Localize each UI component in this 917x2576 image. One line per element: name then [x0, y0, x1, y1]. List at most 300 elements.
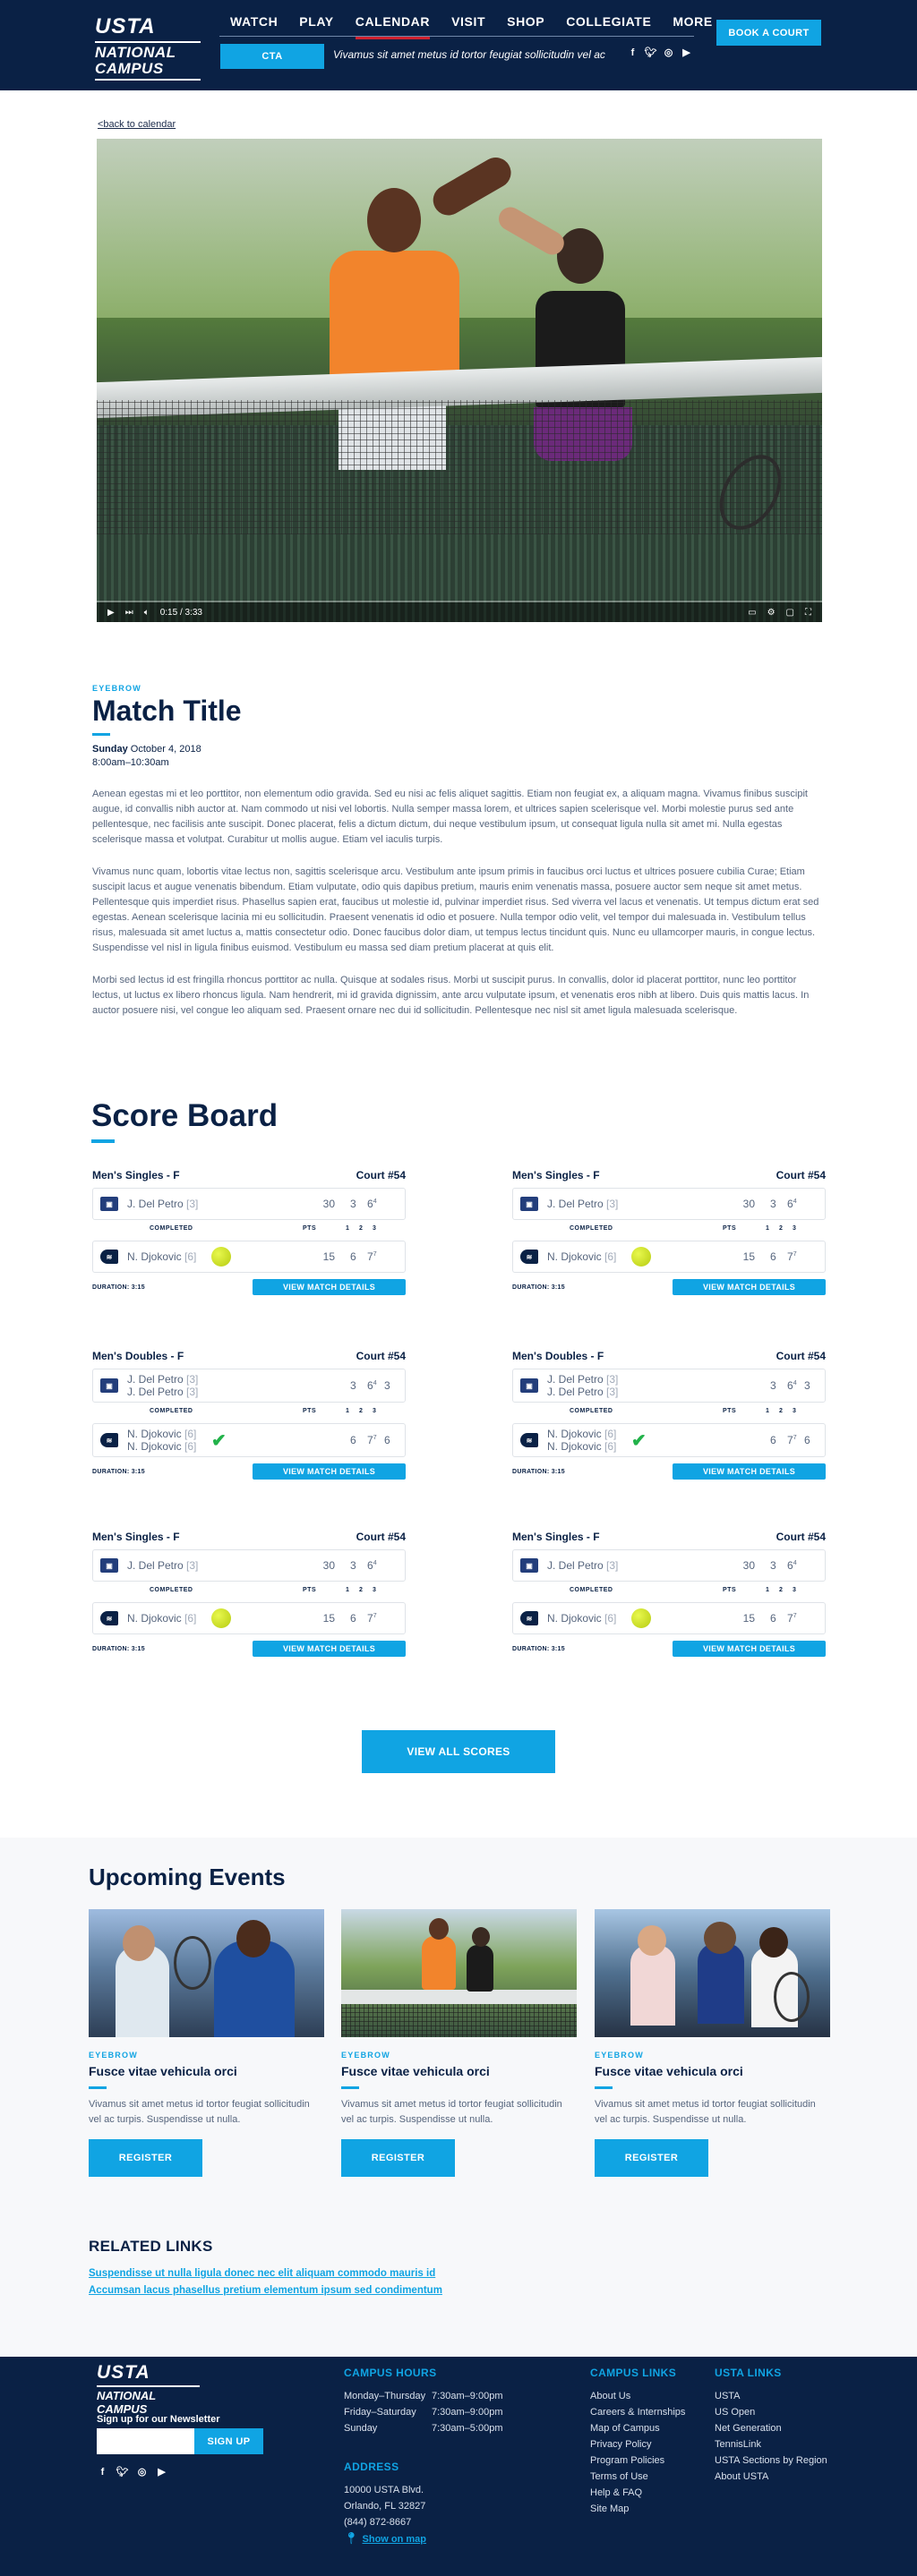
- event-title: Fusce vitae vehicula orci: [341, 2064, 490, 2078]
- logo-usta-text: USTA: [95, 14, 156, 38]
- hours-time: 7:30am–9:00pm: [432, 2407, 503, 2418]
- view-all-scores-button[interactable]: VIEW ALL SCORES: [362, 1730, 555, 1773]
- set-score: [367, 1198, 375, 1210]
- set-score: 3: [770, 1198, 776, 1210]
- match-event: Men's Singles - F: [92, 1169, 180, 1181]
- campus-link[interactable]: Careers & Internships: [590, 2407, 686, 2418]
- event-eyebrow: EYEBROW: [89, 2051, 138, 2060]
- event-eyebrow: EYEBROW: [341, 2051, 390, 2060]
- campus-hours: [344, 2365, 503, 2436]
- score-labels: [512, 1403, 826, 1419]
- set-score: 6: [770, 1434, 776, 1446]
- main-nav: [219, 14, 739, 37]
- player-seed: [6]: [604, 1428, 617, 1440]
- pts-label: PTS: [303, 1586, 317, 1593]
- address-title: ADDRESS: [344, 2461, 399, 2473]
- set-score-main: 6: [367, 1559, 373, 1572]
- campus-address: [344, 2459, 426, 2547]
- team-shield-icon: ▣: [520, 1558, 538, 1573]
- player-points: 30: [742, 1198, 755, 1210]
- set-score: 6: [384, 1434, 390, 1446]
- usta-link[interactable]: Net Generation: [715, 2423, 782, 2434]
- set-score: 6: [350, 1250, 356, 1263]
- tiebreak-score: 4: [793, 1560, 797, 1566]
- score-labels: [92, 1403, 406, 1419]
- usta-links-title: USTA LINKS: [715, 2367, 782, 2379]
- player-points: 15: [742, 1612, 755, 1625]
- team-shoe-icon: ≋: [100, 1250, 118, 1264]
- tiebreak-score: 7: [373, 1435, 377, 1441]
- player-seed: [3]: [606, 1559, 619, 1572]
- score-card-footer: [512, 1641, 826, 1657]
- status-label: COMPLETED: [150, 1224, 193, 1232]
- player-row: [92, 1369, 406, 1403]
- player-seed: [3]: [606, 1198, 619, 1210]
- match-duration: DURATION: 3:15: [512, 1645, 565, 1652]
- set-score-main: 7: [787, 1250, 793, 1263]
- site-footer: [0, 2357, 917, 2576]
- match-duration: DURATION: 3:15: [92, 1645, 145, 1652]
- match-event: Men's Doubles - F: [92, 1350, 184, 1362]
- event-description: Vivamus sit amet metus id tortor feugiat sollicitudin vel ac turpis. Suspendisse ut nulla.: [341, 2099, 562, 2125]
- set-score: [787, 1612, 795, 1625]
- player-names: [547, 1559, 719, 1572]
- logo-campus-text: NATIONAL CAMPUS: [95, 44, 176, 77]
- campus-link[interactable]: Privacy Policy: [590, 2439, 652, 2450]
- campus-link[interactable]: Help & FAQ: [590, 2487, 643, 2498]
- score-card: [512, 1531, 826, 1657]
- facebook-icon[interactable]: f: [630, 47, 635, 58]
- view-match-details-button[interactable]: VIEW MATCH DETAILS: [253, 1641, 406, 1657]
- nav-shop[interactable]: SHOP: [507, 14, 545, 29]
- match-duration: DURATION: 3:15: [512, 1284, 565, 1291]
- set-score: 6: [770, 1612, 776, 1625]
- player-seed: [6]: [604, 1440, 617, 1453]
- set-label: 1: [766, 1586, 770, 1593]
- player-row: [512, 1188, 826, 1220]
- set-score: [384, 1559, 392, 1572]
- set-score: [804, 1612, 812, 1625]
- set-label: 3: [793, 1586, 797, 1593]
- score-card-footer: [512, 1463, 826, 1480]
- view-match-details-button[interactable]: VIEW MATCH DETAILS: [253, 1279, 406, 1295]
- court-number: Court #54: [356, 1531, 406, 1543]
- player-row: [92, 1423, 406, 1457]
- match-duration: DURATION: 3:15: [92, 1284, 145, 1291]
- player-seed: [6]: [184, 1428, 197, 1440]
- set-label: 3: [373, 1407, 377, 1414]
- player-sets: [755, 1612, 818, 1625]
- event-card: [89, 1909, 324, 2177]
- player-name: N. Djokovic: [547, 1428, 602, 1440]
- status-label: COMPLETED: [570, 1586, 613, 1593]
- twitter-icon[interactable]: 🐦︎: [644, 47, 657, 58]
- set-label: 1: [346, 1407, 350, 1414]
- related-link[interactable]: Suspendisse ut nulla ligula donec nec elit aliquam commodo mauris id: [89, 2268, 436, 2279]
- event-card: [595, 1909, 830, 2177]
- team-shoe-icon: ≋: [520, 1433, 538, 1447]
- nav-collegiate[interactable]: COLLEGIATE: [566, 14, 652, 29]
- match-time: 8:00am–10:30am: [92, 757, 169, 768]
- match-event: Men's Singles - F: [512, 1531, 600, 1543]
- related-links-title: RELATED LINKS: [89, 2238, 213, 2255]
- event-eyebrow: EYEBROW: [595, 2051, 644, 2060]
- campus-hours-title: CAMPUS HOURS: [344, 2367, 437, 2379]
- set-score: [384, 1250, 392, 1263]
- tennis-ball-icon: [211, 1247, 231, 1267]
- hours-time: 7:30am–5:00pm: [432, 2423, 503, 2434]
- set-score: [787, 1559, 795, 1572]
- tiebreak-score: 4: [793, 1380, 797, 1386]
- player-name: J. Del Petro: [547, 1559, 604, 1572]
- tennis-ball-icon: [631, 1608, 651, 1628]
- back-to-calendar-link[interactable]: <back to calendar: [98, 119, 176, 130]
- score-labels: [92, 1582, 406, 1598]
- player-seed: [6]: [604, 1612, 617, 1625]
- hours-day: Monday–Thursday: [344, 2391, 426, 2401]
- set-score-main: 7: [787, 1434, 793, 1446]
- address-line: 10000 USTA Blvd.: [344, 2485, 424, 2495]
- set-label: 2: [359, 1586, 364, 1593]
- match-event: Men's Singles - F: [512, 1169, 600, 1181]
- nav-visit[interactable]: VISIT: [451, 14, 486, 29]
- player-seed: [6]: [184, 1440, 197, 1453]
- pts-label: PTS: [723, 1586, 737, 1593]
- usta-national-campus-logo[interactable]: [95, 14, 204, 82]
- player-sets: [335, 1198, 398, 1210]
- match-duration: DURATION: 3:15: [92, 1468, 145, 1475]
- match-date: [92, 743, 827, 756]
- player-names: [127, 1559, 299, 1572]
- set-label: 3: [793, 1224, 797, 1232]
- team-shoe-icon: ≋: [100, 1433, 118, 1447]
- set-score: 6: [350, 1434, 356, 1446]
- pts-label: PTS: [723, 1224, 737, 1232]
- campus-link[interactable]: Terms of Use: [590, 2471, 648, 2482]
- set-score: [367, 1559, 375, 1572]
- newsletter-signup-button[interactable]: SIGN UP: [194, 2428, 263, 2454]
- player-name: N. Djokovic: [547, 1440, 602, 1453]
- player-name: N. Djokovic: [547, 1612, 602, 1625]
- event-image[interactable]: [341, 1909, 577, 2037]
- related-link[interactable]: Accumsan lacus phasellus pretium elementum ipsum sed condimentum: [89, 2285, 442, 2296]
- player-name: J. Del Petro: [547, 1373, 604, 1386]
- player-name: N. Djokovic: [127, 1250, 182, 1263]
- set-score: [787, 1379, 795, 1392]
- match-info: [92, 684, 827, 1019]
- player-name: J. Del Petro: [547, 1386, 604, 1398]
- match-event: Men's Singles - F: [92, 1531, 180, 1543]
- player-names: [127, 1373, 299, 1398]
- set-label: 1: [346, 1586, 350, 1593]
- nav-calendar[interactable]: CALENDAR: [345, 14, 441, 37]
- match-paragraph: Aenean egestas mi et leo porttitor, non elementum odio gravida. Sed eu nisi ac felis aliquet sagittis. Etiam non feugiat ex, a aliquam magna. Vivamus finibus suscipit augue, id convallis nibh auctor at. Nam commodo ut nisi vel lobortis. Nulla semper massa lorem, et ultrices sapien scelerisque vel. Morbi molestie purus sed ante pellentesque, nec facilisis ante suscipit. Donec placerat, felis a dictum dictum, dui neque vestibulum ipsum, ut consequat ligula nulla sit amet mi. Nulla egestas scelerisque massa et volutpat. Curabitur ut mollis augue. Etiam vel iaculis turpis.: [92, 789, 808, 845]
- player-seed: [6]: [604, 1250, 617, 1263]
- set-score: [367, 1379, 375, 1392]
- match-date-value: October 4, 2018: [130, 744, 201, 755]
- player-row: [92, 1602, 406, 1634]
- set-label: 2: [779, 1407, 784, 1414]
- score-card-footer: [92, 1463, 406, 1480]
- player-sets: [755, 1250, 818, 1263]
- register-button[interactable]: REGISTER: [595, 2139, 708, 2177]
- player-sets: [335, 1559, 398, 1572]
- player-points: 15: [742, 1250, 755, 1263]
- play-icon[interactable]: ▶: [107, 607, 115, 618]
- score-card-header: [512, 1169, 826, 1183]
- set-label: 1: [346, 1224, 350, 1232]
- score-card-header: [92, 1350, 406, 1364]
- campus-links-title: CAMPUS LINKS: [590, 2367, 677, 2379]
- court-number: Court #54: [356, 1169, 406, 1181]
- set-score: [804, 1250, 812, 1263]
- score-labels: [512, 1220, 826, 1236]
- tiebreak-score: 7: [793, 1251, 797, 1258]
- set-score: [804, 1198, 812, 1210]
- facebook-icon[interactable]: f: [100, 2466, 105, 2478]
- player-seed: [6]: [184, 1612, 197, 1625]
- score-card-footer: [92, 1279, 406, 1295]
- tiebreak-score: 4: [373, 1198, 377, 1205]
- player-points: 30: [322, 1559, 335, 1572]
- court-number: Court #54: [356, 1350, 406, 1362]
- match-event: Men's Doubles - F: [512, 1350, 604, 1362]
- player-sets: [335, 1612, 398, 1625]
- address-phone[interactable]: (844) 872-8667: [344, 2517, 412, 2528]
- event-image[interactable]: [595, 1909, 830, 2037]
- player-sets: [755, 1198, 818, 1210]
- set-score: [787, 1198, 795, 1210]
- match-day: Sunday: [92, 744, 128, 755]
- set-score: [787, 1434, 795, 1446]
- cta-button[interactable]: CTA: [220, 44, 324, 69]
- player-row: [512, 1423, 826, 1457]
- score-card: [512, 1169, 826, 1295]
- court-number: Court #54: [776, 1531, 826, 1543]
- team-shield-icon: ▣: [100, 1197, 118, 1211]
- player-points: 30: [322, 1198, 335, 1210]
- player-sets: [755, 1559, 818, 1572]
- player-row: [512, 1602, 826, 1634]
- winner-check-icon: ✔: [631, 1430, 647, 1451]
- usta-link[interactable]: USTA Sections by Region: [715, 2455, 827, 2466]
- volume-icon[interactable]: 🔈︎: [143, 607, 150, 618]
- hours-day: Sunday: [344, 2423, 378, 2434]
- nav-divider: [219, 36, 694, 37]
- youtube-icon[interactable]: ▶: [158, 2467, 166, 2478]
- fullscreen-icon[interactable]: ⛶: [805, 607, 811, 618]
- tiebreak-score: 4: [793, 1198, 797, 1205]
- newsletter-email-input[interactable]: [97, 2428, 194, 2454]
- match-duration: DURATION: 3:15: [512, 1468, 565, 1475]
- usta-link[interactable]: US Open: [715, 2407, 756, 2418]
- set-score-main: 7: [367, 1434, 373, 1446]
- score-card: [512, 1350, 826, 1480]
- instagram-icon[interactable]: ◎: [137, 2467, 147, 2478]
- set-score-main: 6: [367, 1379, 373, 1392]
- set-label: 2: [779, 1586, 784, 1593]
- player-sets: [755, 1434, 818, 1446]
- status-label: COMPLETED: [150, 1407, 193, 1414]
- set-score: 6: [804, 1434, 810, 1446]
- footer-socials: [97, 2466, 167, 2478]
- twitter-icon[interactable]: 🐦︎: [116, 2467, 129, 2478]
- site-header: [0, 0, 917, 90]
- event-image[interactable]: [89, 1909, 324, 2037]
- team-shield-icon: ▣: [100, 1558, 118, 1573]
- campus-links: [590, 2365, 698, 2517]
- match-paragraph: Morbi sed lectus id est fringilla rhoncus porttitor ac nulla. Quisque at sodales risus. Morbi ut suscipit purus. In convallis, dolor id placerat porttitor, nunc leo porttitor lectus, ut luctus ex libero rhoncus ligula. Nam hendrerit, mi id gravida dignissim, ante arcu vulputate ipsum, et venenatis eros nibh at libero. Duis quis mattis lacus. In auctor posuere nisi, vel congue leo aliquam sed. Praesent ornare nec dui id sollicitudin. Pellentesque nec nisl sit amet ligula malesuada scelerisque.: [92, 975, 810, 1016]
- set-label: 3: [373, 1224, 377, 1232]
- set-score: [384, 1198, 392, 1210]
- instagram-icon[interactable]: ◎: [664, 47, 673, 58]
- event-title: Fusce vitae vehicula orci: [89, 2064, 237, 2078]
- player-points: 15: [322, 1612, 335, 1625]
- usta-link[interactable]: About USTA: [715, 2471, 769, 2482]
- captions-icon[interactable]: ▭: [748, 607, 757, 618]
- tiebreak-score: 4: [373, 1380, 377, 1386]
- match-video-player[interactable]: [97, 139, 822, 622]
- player-seed: [3]: [606, 1373, 619, 1386]
- event-title: Fusce vitae vehicula orci: [595, 2064, 743, 2078]
- player-name: N. Djokovic: [127, 1440, 182, 1453]
- player-sets: [335, 1250, 398, 1263]
- theater-icon[interactable]: ▢: [785, 607, 794, 618]
- player-name: J. Del Petro: [127, 1198, 184, 1210]
- usta-link[interactable]: USTA: [715, 2391, 741, 2401]
- event-description: Vivamus sit amet metus id tortor feugiat sollicitudin vel ac turpis. Suspendisse ut nulla.: [89, 2099, 310, 2125]
- newsletter-label: Sign up for our Newsletter: [97, 2414, 220, 2425]
- pts-label: PTS: [303, 1407, 317, 1414]
- player-name: J. Del Petro: [127, 1386, 184, 1398]
- youtube-icon[interactable]: ▶: [682, 47, 690, 58]
- player-sets: [755, 1379, 818, 1392]
- player-name: J. Del Petro: [127, 1373, 184, 1386]
- footer-logo[interactable]: [97, 2362, 204, 2416]
- set-score-main: 6: [787, 1559, 793, 1572]
- settings-icon[interactable]: ⚙: [767, 607, 776, 618]
- address-line: Orlando, FL 32827: [344, 2501, 426, 2512]
- court-number: Court #54: [776, 1169, 826, 1181]
- player-points: 15: [322, 1250, 335, 1263]
- team-shield-icon: ▣: [520, 1197, 538, 1211]
- winner-check-icon: ✔: [211, 1430, 227, 1451]
- player-row: [92, 1188, 406, 1220]
- event-card: [341, 1909, 577, 2177]
- status-label: COMPLETED: [570, 1407, 613, 1414]
- pts-label: PTS: [723, 1407, 737, 1414]
- score-card: [92, 1531, 406, 1657]
- hours-day: Friday–Saturday: [344, 2407, 416, 2418]
- footer-logo-usta: USTA: [97, 2362, 150, 2383]
- team-shoe-icon: ≋: [100, 1611, 118, 1625]
- player-seed: [3]: [606, 1386, 619, 1398]
- tiebreak-score: 7: [373, 1251, 377, 1258]
- player-row: [92, 1241, 406, 1273]
- set-score: 6: [350, 1612, 356, 1625]
- usta-link[interactable]: TennisLink: [715, 2439, 761, 2450]
- nav-watch[interactable]: WATCH: [230, 14, 279, 29]
- header-socials: [627, 47, 692, 58]
- status-label: COMPLETED: [570, 1224, 613, 1232]
- set-score: 3: [350, 1559, 356, 1572]
- register-button[interactable]: REGISTER: [89, 2139, 202, 2177]
- match-paragraph: Vivamus nunc quam, lobortis vitae lectus non, sagittis scelerisque arcu. Vestibulum ante ipsum primis in faucibus orci luctus et ultrices posuere cubilia Curae; Etiam suscipit lacus et augue venenatis bibendum. Etiam vulputate, odio quis dapibus pretium, mauris enim venenatis massa, posuere auctor sem neque sit amet metus. Pellentesque quis imperdiet risus. Phasellus sapien erat, faucibus ut molestie id, pulvinar imperdiet risus. Sed viverra vel lacus et venenatis. Ut tempus dictum erat sed egestas. Aenean scelerisque lacinia mi eu sollicitudin. Praesent venenatis id odio et posuere. Nulla tempor odio velit, vel tempor dui malesuada in. Vestibulum tellus risus, malesuada sit amet luctus a, mattis consectetur odio. Donec faucibus dolor diam, ut tempus lectus tincidunt quis. Nunc eu ullamcorper mauris, in congue lectus. Suspendisse vel nisl in ligula finibus euismod. Vestibulum eu massa sed diam pretium placerat at quis elit.: [92, 866, 819, 953]
- tiebreak-score: 7: [373, 1613, 377, 1619]
- set-label: 2: [779, 1224, 784, 1232]
- set-label: 1: [766, 1407, 770, 1414]
- player-names: [547, 1198, 719, 1210]
- set-score: [367, 1250, 375, 1263]
- set-score: [804, 1559, 812, 1572]
- team-shield-icon: ▣: [520, 1378, 538, 1393]
- view-match-details-button[interactable]: VIEW MATCH DETAILS: [253, 1463, 406, 1480]
- campus-link[interactable]: Program Policies: [590, 2455, 665, 2466]
- player-seed: [3]: [186, 1559, 199, 1572]
- campus-link[interactable]: Map of Campus: [590, 2423, 660, 2434]
- set-score: 6: [770, 1250, 776, 1263]
- team-shield-icon: ▣: [100, 1378, 118, 1393]
- set-score-main: 7: [787, 1612, 793, 1625]
- campus-link[interactable]: Site Map: [590, 2503, 630, 2514]
- set-score-main: 6: [367, 1198, 373, 1210]
- set-score: 3: [770, 1379, 776, 1392]
- view-match-details-button[interactable]: VIEW MATCH DETAILS: [673, 1641, 826, 1657]
- player-seed: [3]: [186, 1198, 199, 1210]
- campus-link[interactable]: About Us: [590, 2391, 631, 2401]
- score-labels: [92, 1220, 406, 1236]
- show-on-map-link[interactable]: Show on map: [362, 2534, 427, 2545]
- player-sets: [335, 1434, 398, 1446]
- set-label: 3: [373, 1586, 377, 1593]
- skip-icon[interactable]: ⏭: [124, 607, 133, 618]
- player-name: N. Djokovic: [127, 1428, 182, 1440]
- set-score: [367, 1612, 375, 1625]
- player-row: [92, 1549, 406, 1582]
- set-score: 3: [770, 1559, 776, 1572]
- hours-time: 7:30am–9:00pm: [432, 2391, 503, 2401]
- team-shoe-icon: ≋: [520, 1250, 538, 1264]
- set-label: 2: [359, 1407, 364, 1414]
- event-description: Vivamus sit amet metus id tortor feugiat sollicitudin vel ac turpis. Suspendisse ut nulla.: [595, 2099, 816, 2125]
- score-card: [92, 1350, 406, 1480]
- score-card-header: [512, 1531, 826, 1545]
- set-score: 3: [350, 1379, 356, 1392]
- score-card-header: [92, 1169, 406, 1183]
- player-name: J. Del Petro: [127, 1559, 184, 1572]
- nav-more-label: MORE: [673, 14, 713, 29]
- register-button[interactable]: REGISTER: [341, 2139, 455, 2177]
- set-score-main: 7: [367, 1250, 373, 1263]
- set-score-main: 6: [787, 1379, 793, 1392]
- set-score: 3: [350, 1198, 356, 1210]
- map-pin-icon: 📍︎: [344, 2531, 359, 2545]
- tennis-ball-icon: [631, 1247, 651, 1267]
- title-accent: [92, 733, 110, 736]
- view-match-details-button[interactable]: VIEW MATCH DETAILS: [673, 1463, 826, 1480]
- tiebreak-score: 7: [793, 1613, 797, 1619]
- court-number: Court #54: [776, 1350, 826, 1362]
- book-a-court-button[interactable]: BOOK A COURT: [716, 20, 821, 46]
- events-title: Upcoming Events: [89, 1864, 286, 1890]
- nav-play[interactable]: PLAY: [299, 14, 334, 29]
- scoreboard-heading: [91, 1098, 278, 1143]
- set-score: [384, 1612, 392, 1625]
- score-card-footer: [92, 1641, 406, 1657]
- view-match-details-button[interactable]: VIEW MATCH DETAILS: [673, 1279, 826, 1295]
- player-seed: [3]: [186, 1373, 199, 1386]
- set-score: 3: [804, 1379, 810, 1392]
